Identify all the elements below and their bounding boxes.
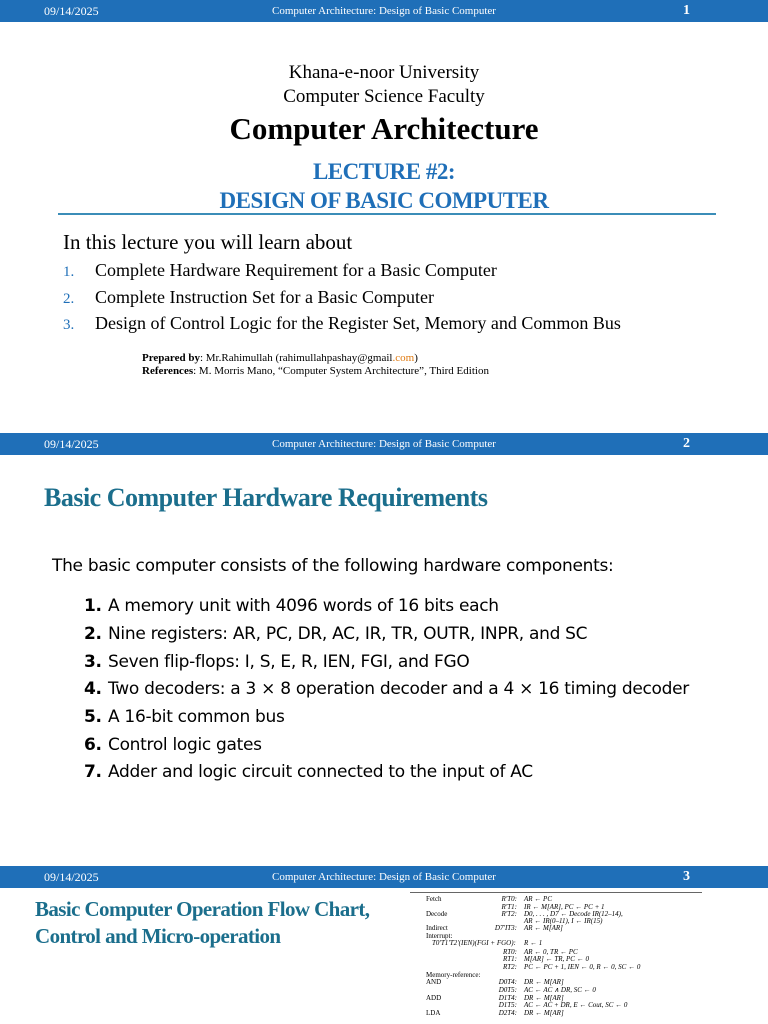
item-number: 1. (84, 596, 102, 616)
row-condition: R'T2: (501, 910, 517, 918)
prepared-label: Prepared by (142, 352, 200, 364)
prepared-by (142, 352, 418, 364)
slide-date: 09/14/2025 (44, 4, 99, 18)
row-label: AND (426, 978, 442, 986)
objective-text: Complete Hardware Requirement for a Basic Computer (95, 260, 497, 280)
prepared-name: : Mr.Rahimullah (rahimullahpashay@gmail (199, 352, 393, 364)
row-label: Memory-reference: (426, 971, 481, 979)
lecture-intro: In this lecture you will learn about (63, 230, 353, 254)
slide-1 (0, 0, 768, 433)
slide-3 (0, 866, 768, 1024)
item-text: Nine registers: AR, PC, DR, AC, IR, TR, OUTR, INPR, and SC (108, 624, 588, 644)
slide-header (0, 866, 768, 888)
objective-text: Complete Instruction Set for a Basic Computer (95, 287, 434, 307)
references-text: : M. Morris Mano, “Computer System Architecture”, Third Edition (193, 365, 489, 377)
row-microoperation: R ← 1 (524, 939, 543, 947)
slide-header-title: Computer Architecture: Design of Basic Computer (272, 5, 496, 17)
objective-number: 3. (63, 317, 75, 333)
references (142, 365, 489, 377)
item-text: Seven flip-flops: I, S, E, R, IEN, FGI, and FGO (108, 652, 470, 672)
item-number: 4. (84, 679, 102, 699)
slide-header-title: Computer Architecture: Design of Basic Computer (272, 438, 496, 450)
hardware-item (84, 707, 285, 727)
item-text: Two decoders: a 3 × 8 operation decoder and a 4 × 16 timing decoder (108, 679, 689, 699)
email-domain-suffix: .com (392, 352, 415, 364)
control-function-table (410, 892, 705, 1024)
item-text: Control logic gates (108, 735, 262, 755)
row-microoperation: PC ← PC + 1, IEN ← 0, R ← 0, SC ← 0 (524, 963, 641, 971)
slide-title-line: Control and Micro-operation (35, 924, 281, 948)
row-condition: D0T4: (498, 978, 517, 986)
row-label: LDA (426, 1009, 441, 1017)
row-microoperation: AR ← IR(0–11), I ← IR(15) (524, 917, 603, 925)
row-condition: RT1: (503, 955, 517, 963)
objective-item (63, 313, 621, 334)
slide-date: 09/14/2025 (44, 870, 99, 884)
slide-title-line: Basic Computer Operation Flow Chart, (35, 897, 370, 921)
item-number: 3. (84, 652, 102, 672)
row-condition: D1T5: (498, 1001, 517, 1009)
row-condition: R'T1: (501, 903, 517, 911)
row-label: Fetch (426, 895, 442, 903)
title-divider (58, 213, 716, 215)
row-microoperation: DR ← M[AR] (524, 978, 564, 986)
slide-2 (0, 433, 768, 866)
row-condition: D1T4: (498, 994, 517, 1002)
row-condition: R'T0: (501, 895, 517, 903)
objective-item (63, 260, 497, 281)
slide-header (0, 433, 768, 455)
row-label: Indirect (426, 924, 448, 932)
figure-rule (410, 892, 702, 893)
row-microoperation: DR ← M[AR] (524, 994, 564, 1002)
row-condition: D7'IT3: (494, 924, 517, 932)
row-condition: D0T5: (498, 986, 517, 994)
item-number: 2. (84, 624, 102, 644)
row-condition: RT0: (503, 948, 517, 956)
item-text: A 16-bit common bus (108, 707, 285, 727)
item-number: 6. (84, 735, 102, 755)
slide-title: Basic Computer Hardware Requirements (44, 483, 488, 512)
lecture-title: DESIGN OF BASIC COMPUTER (219, 188, 549, 213)
item-number: 5. (84, 707, 102, 727)
row-microoperation: D0, . . . , D7 ← Decode IR(12–14), (524, 910, 623, 918)
references-label: References (142, 365, 194, 377)
hardware-item (84, 652, 469, 672)
item-text: A memory unit with 4096 words of 16 bits each (108, 596, 499, 616)
objective-item (63, 287, 434, 308)
lecture-number: LECTURE #2: (312, 159, 456, 184)
row-microoperation: DR ← M[AR] (524, 1009, 564, 1017)
faculty-name: Computer Science Faculty (283, 86, 485, 107)
objective-number: 1. (63, 264, 75, 280)
row-microoperation: AR ← 0, TR ← PC (524, 948, 578, 956)
row-label: Interrupt: (426, 932, 453, 940)
item-text: Adder and logic circuit connected to the input of AC (108, 762, 533, 782)
row-microoperation: AR ← PC (524, 895, 552, 903)
row-microoperation: IR ← M[AR], PC ← PC + 1 (524, 903, 605, 911)
objective-number: 2. (63, 291, 75, 307)
slide-number: 1 (683, 3, 690, 18)
item-number: 7. (84, 762, 102, 782)
slide-lead-text: The basic computer consists of the following hardware components: (52, 556, 614, 576)
slide-title (35, 896, 405, 950)
objective-text: Design of Control Logic for the Register Set, Memory and Common Bus (95, 313, 621, 333)
hardware-item (84, 624, 587, 644)
row-label: ADD (426, 994, 442, 1002)
hardware-item (84, 762, 533, 782)
row-condition: D2T4: (498, 1009, 517, 1017)
slide-number: 2 (683, 436, 690, 451)
course-title: Computer Architecture (229, 111, 539, 146)
hardware-item (84, 596, 499, 616)
hardware-item (84, 735, 262, 755)
row-label: T0'T1'T2'(IEN)(FGI + FGO): (432, 939, 516, 947)
row-microoperation: AC ← AC + DR, E ← Cout, SC ← 0 (524, 1001, 628, 1009)
slide-date: 09/14/2025 (44, 437, 99, 451)
university-name: Khana-e-noor University (288, 62, 480, 83)
row-microoperation: M[AR] ← TR, PC ← 0 (524, 955, 589, 963)
row-microoperation: AR ← M[AR] (524, 924, 563, 932)
hardware-item (84, 679, 689, 699)
slide-number: 3 (683, 869, 690, 884)
row-condition: RT2: (503, 963, 517, 971)
slide-header (0, 0, 768, 22)
row-label: Decode (426, 910, 448, 918)
prepared-close: ) (414, 352, 418, 364)
row-microoperation: AC ← AC ∧ DR, SC ← 0 (524, 986, 596, 994)
slide-header-title: Computer Architecture: Design of Basic Computer (272, 871, 496, 883)
